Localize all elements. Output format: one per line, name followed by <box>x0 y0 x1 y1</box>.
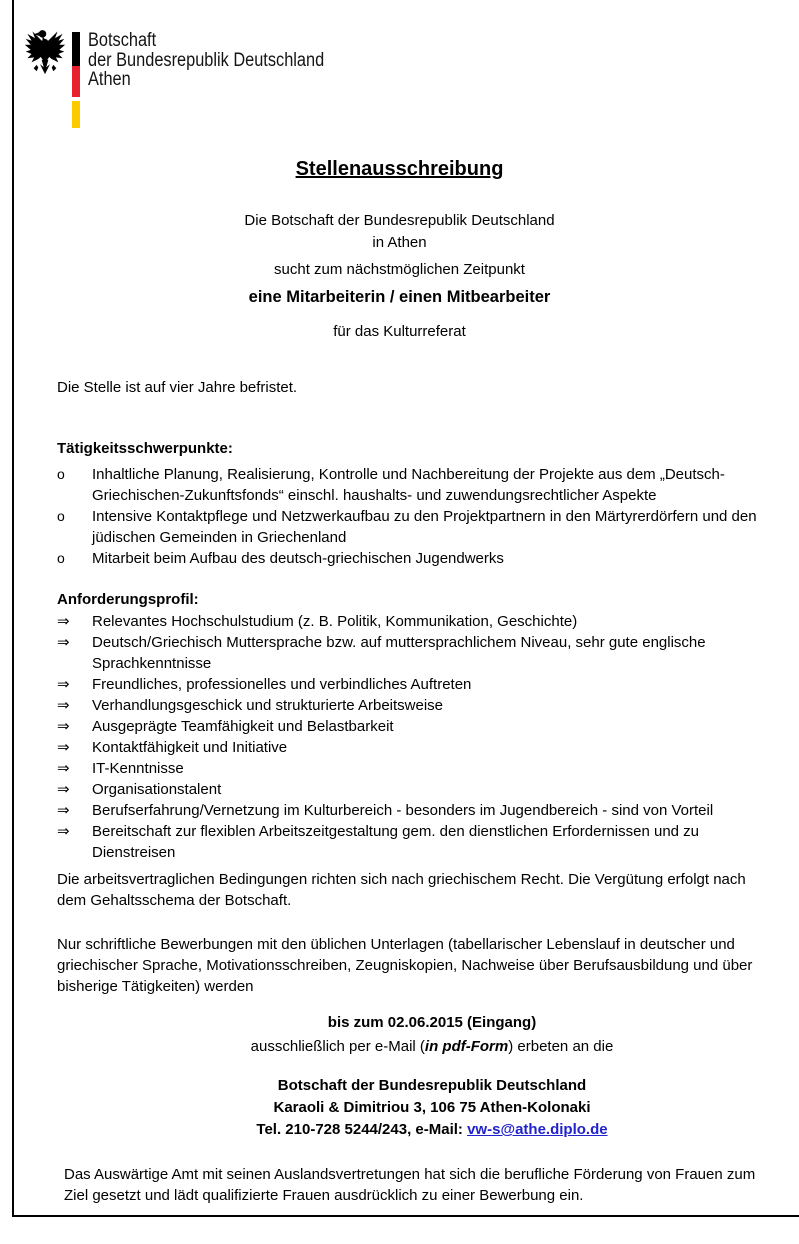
contact-address-block <box>62 1075 799 1141</box>
profile-item-text: Bereitschaft zur flexiblen Arbeitszeitgestaltung gem. den dienstlichen Erfordernissen und zu Dienstreisen <box>92 823 700 861</box>
profile-item-text: Ausgeprägte Teamfähigkeit und Belastbarkeit <box>92 718 394 735</box>
footer-note: Das Auswärtige Amt mit seinen Auslandsvertretungen hat sich die berufliche Förderung von Frauen zum Ziel gesetzt und lädt qualifizierte Frauen ausdrücklich zu einer Bewerbung ein. <box>64 1166 756 1204</box>
double-arrow-marker: ⇒ <box>57 697 70 714</box>
profile-item-text: Kontaktfähigkeit und Initiative <box>92 739 288 756</box>
circle-bullet-marker: o <box>57 508 65 524</box>
page-bottom-rule <box>12 1215 799 1217</box>
intro-seek-line: sucht zum nächstmöglichen Zeitpunkt <box>274 261 525 278</box>
task-item-text: Mitarbeit beim Aufbau des deutsch-griechischen Jugendwerks <box>92 550 504 567</box>
profile-heading: Anforderungsprofil: <box>57 591 199 608</box>
double-arrow-marker: ⇒ <box>57 823 70 840</box>
tasks-list <box>57 464 773 569</box>
german-flag-stripe <box>72 32 80 128</box>
double-arrow-marker: ⇒ <box>57 760 70 777</box>
profile-item-text: IT-Kenntnisse <box>92 760 184 777</box>
profile-item-text: Verhandlungsgeschick und strukturierte Arbeitsweise <box>92 697 444 714</box>
task-item <box>57 548 773 569</box>
profile-item <box>57 611 773 632</box>
profile-item <box>57 758 773 779</box>
duration-note: Die Stelle ist auf vier Jahre befristet. <box>57 379 298 396</box>
task-item <box>57 506 773 548</box>
contact-email-link[interactable]: vw-s@athe.diplo.de <box>467 1121 608 1138</box>
double-arrow-marker: ⇒ <box>57 802 70 819</box>
contact-tel-line <box>62 1119 799 1141</box>
profile-item <box>57 800 773 821</box>
profile-item-text: Relevantes Hochschulstudium (z. B. Politik, Kommunikation, Geschichte) <box>92 613 578 630</box>
task-item-text: Intensive Kontaktpflege und Netzwerkaufbau zu den Projektpartnern in den Märtyrerdörfern und den jüdischen Gemeinden in Griechenland <box>92 508 757 546</box>
profile-item <box>57 695 773 716</box>
profile-item-text: Freundliches, professionelles und verbindliches Auftreten <box>92 676 472 693</box>
profile-item <box>57 737 773 758</box>
double-arrow-marker: ⇒ <box>57 781 70 798</box>
deadline-date-line: bis zum 02.06.2015 (Eingang) <box>327 1014 537 1031</box>
page-title: Stellenausschreibung <box>295 158 504 180</box>
task-item-text: Inhaltliche Planung, Realisierung, Kontrolle und Nachbereitung der Projekte aus dem „Deutsch-Griechischen-Zukunftsfonds“ einschl. haushalts- und zuwendungsrechtlicher Aspekte <box>92 466 725 504</box>
flag-stripe-gold <box>72 101 80 128</box>
profile-item-text: Organisationstalent <box>92 781 222 798</box>
profile-item <box>57 716 773 737</box>
profile-item <box>57 779 773 800</box>
profile-item <box>57 674 773 695</box>
federal-eagle-icon <box>24 28 66 75</box>
application-paragraph: Nur schriftliche Bewerbungen mit den üblichen Unterlagen (tabellarischer Lebenslauf in deutscher und griechischer Sprache, Motivationsschreiben, Zeugniskopien, Nachweise über Berufsausbildung und über bisherige Tätigkeiten) werden <box>57 936 753 995</box>
circle-bullet-marker: o <box>57 466 65 482</box>
contact-tel-prefix: Tel. 210-728 5244/243, e-Mail: <box>256 1121 468 1138</box>
double-arrow-marker: ⇒ <box>57 739 70 756</box>
logo-line-bundesrepublik: der Bundesrepublik Deutschland <box>88 49 325 71</box>
embassy-logo-text <box>88 31 380 90</box>
double-arrow-marker: ⇒ <box>57 634 70 651</box>
contact-name: Botschaft der Bundesrepublik Deutschland <box>277 1077 587 1094</box>
double-arrow-marker: ⇒ <box>57 718 70 735</box>
profile-item-text: Deutsch/Griechisch Muttersprache bzw. auf muttersprachlichem Niveau, sehr gute englische Sprachkenntnisse <box>92 634 706 672</box>
intro-org-line2: in Athen <box>372 234 427 251</box>
logo-line-athen: Athen <box>88 69 131 90</box>
profile-item <box>57 632 773 674</box>
pdf-form-emphasis: in pdf-Form <box>424 1038 509 1055</box>
task-item <box>57 464 773 506</box>
circle-bullet-marker: o <box>57 550 65 566</box>
deadline-method-prefix: ausschließlich per e-Mail ( <box>250 1038 425 1055</box>
flag-stripe-red <box>72 66 80 97</box>
logo-line-botschaft: Botschaft <box>88 30 157 51</box>
profile-item-text: Berufserfahrung/Vernetzung im Kulturbereich - besonders im Jugendbereich - sind von Vorteil <box>92 802 714 819</box>
double-arrow-marker: ⇒ <box>57 613 70 630</box>
deadline-method-line <box>62 1036 799 1057</box>
conditions-paragraph: Die arbeitsvertraglichen Bedingungen richten sich nach griechischem Recht. Die Vergütung erfolgt nach dem Gehaltsschema der Botschaft. <box>57 871 746 909</box>
contact-street: Karaoli & Dimitriou 3, 106 75 Athen-Kolonaki <box>273 1099 591 1116</box>
tasks-heading: Tätigkeitsschwerpunkte: <box>57 440 233 457</box>
intro-position-line: eine Mitarbeiterin / einen Mitbearbeiter <box>248 288 551 306</box>
intro-org-line1: Die Botschaft der Bundesrepublik Deutschland <box>244 212 555 229</box>
deadline-method-suffix: ) erbeten an die <box>508 1038 614 1055</box>
double-arrow-marker: ⇒ <box>57 676 70 693</box>
intro-department-line: für das Kulturreferat <box>333 323 466 340</box>
profile-list <box>57 611 773 863</box>
profile-item <box>57 821 773 863</box>
page-left-border <box>12 0 14 1217</box>
flag-stripe-black <box>72 32 80 66</box>
